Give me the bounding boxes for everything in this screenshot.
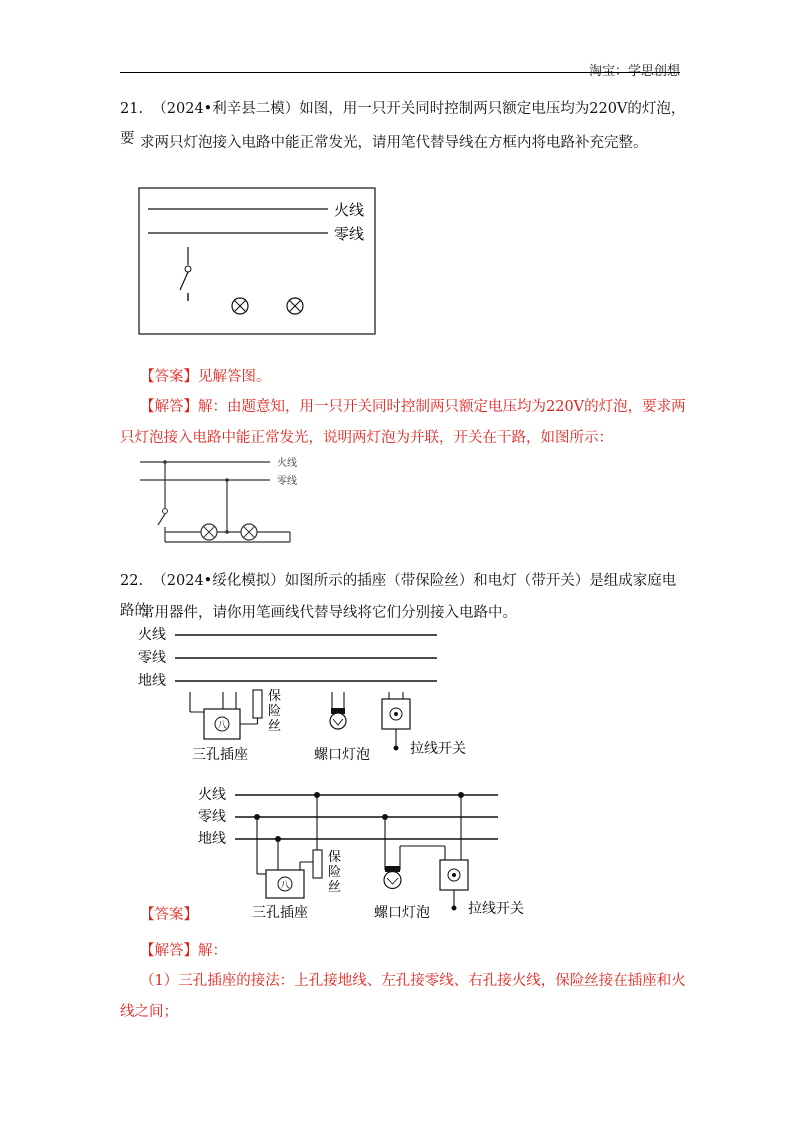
q21-number: 21. (120, 101, 144, 117)
q22-solution-line (140, 936, 710, 966)
q22-step1-line1: （1）三孔插座的接法：上孔接地线、左孔接零线、右孔接火线，保险丝接在插座和火 (140, 973, 686, 989)
q22-pull-switch (382, 692, 410, 751)
q22-switch-label: 拉线开关 (410, 741, 466, 757)
header-rule (120, 72, 680, 73)
q22-solution-tag: 【解答】 (140, 943, 198, 959)
q22-ans-socket-label: 三孔插座 (252, 905, 308, 921)
q22-fuse-label: 保险丝 (268, 689, 282, 734)
q21-lamp-2 (287, 298, 303, 314)
q22-neutral-label: 零线 (138, 650, 166, 666)
q21-source: （2024•利辛县二模） (152, 101, 300, 117)
q21-solution-tag: 【解答】 (140, 399, 198, 415)
q21-lamp-1 (232, 298, 248, 314)
q21-sol-neutral-label: 零线 (277, 476, 297, 487)
svg-text:八: 八 (217, 721, 227, 731)
q22-ans-ground-label: 地线 (198, 831, 226, 847)
q22-text-1: 如图所示的插座（带保险丝）和电灯（带开关）是组成家庭电路的 (120, 573, 677, 619)
q21-answer (140, 362, 710, 392)
q22-ans-switch-label: 拉线开关 (468, 901, 524, 917)
q22-bulb-label: 螺口灯泡 (314, 747, 370, 763)
q22-ans-bulb-label: 螺口灯泡 (374, 905, 430, 921)
q21-neutral-label: 零线 (334, 225, 365, 243)
q22-ans-socket (266, 870, 304, 898)
q21-switch-pivot (185, 266, 191, 272)
q22-socket-label: 三孔插座 (192, 747, 248, 763)
q21-solution-line1 (140, 392, 710, 422)
page-header: 淘宝：学思创想 (588, 64, 680, 79)
q22-live-label: 火线 (138, 627, 166, 643)
q22-ans-neutral-label: 零线 (198, 809, 226, 825)
q22-bulb (330, 692, 346, 729)
q21-solution-text-1: 解：由题意知，用一只开关同时控制两只额定电压均为220V的灯泡，要求两 (198, 399, 686, 415)
q22-number: 22. (120, 573, 144, 589)
q21-sol-lamp-2 (241, 524, 257, 540)
q22-ans-fuse-label: 保险丝 (328, 850, 342, 895)
q22-question-figure (130, 622, 466, 767)
q21-circuit-figure (130, 185, 380, 337)
q21-text-1: 如图，用一只开关同时控制两只额定电压均为220V的灯泡，要 (120, 101, 686, 147)
q21-solution-figure (135, 452, 315, 552)
q22-source: （2024•绥化模拟） (152, 573, 285, 589)
q21-sol-lamp-1 (201, 524, 217, 540)
svg-text:八: 八 (280, 881, 290, 891)
q21-text-2: 求两只灯泡接入电路中能正常发光，请用笔代替导线在方框内将电路补充完整。 (140, 135, 648, 151)
q22-ans-bulb (384, 866, 401, 889)
q22-text-2: 常用器件，请你用笔画线代替导线将它们分别接入电路中。 (140, 605, 517, 621)
q22-socket (190, 690, 262, 739)
q21-sol-live-label: 火线 (277, 458, 297, 469)
q22-ans-live-label: 火线 (198, 787, 226, 803)
q22-ans-fuse (313, 850, 322, 878)
q22-ground-label: 地线 (138, 673, 166, 689)
q21-live-label: 火线 (334, 201, 365, 219)
q21-solution-text-2: 只灯泡接入电路中能正常发光，说明两灯泡为并联，开关在干路，如图所示： (120, 430, 613, 446)
q21-answer-text: 见解答图。 (198, 369, 271, 385)
q22-step1-line2: 线之间； (120, 1004, 178, 1020)
q22-answer-tag: 【答案】 (140, 907, 198, 923)
q22-solution-text: 解： (198, 943, 227, 959)
q21-answer-tag: 【答案】 (140, 369, 198, 385)
q21-switch-blade (180, 272, 188, 290)
